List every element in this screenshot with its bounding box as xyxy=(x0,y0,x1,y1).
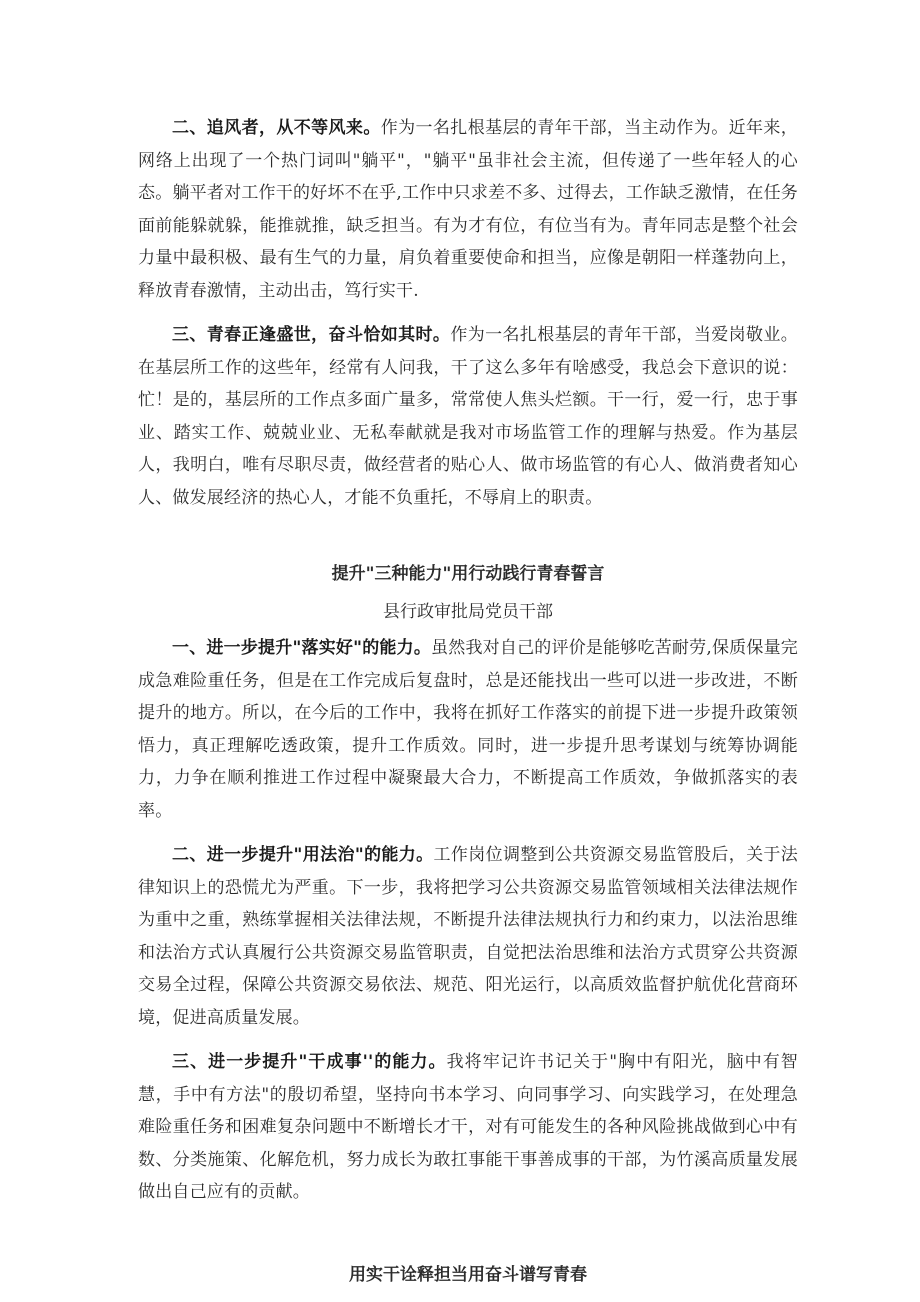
paragraph-lead: 三、青春正逢盛世，奋斗恰如其时。 xyxy=(172,325,451,345)
paragraph-lead: 三、进一步提升"干成事''的能力。 xyxy=(172,1052,447,1072)
paragraph-body: 我将牢记许书记关于"胸中有阳光，脑中有智慧，手中有方法"的殷切希望，坚持向书本学习、向同事学习、向实践学习，在处理急难险重任务和困难复杂问题中不断增长才干，对有可能发生的各种风险挑战做到心中有数、分类施策、化解危机，努力成长为敢扛事能干事善成事的干部，为竹溪高质量发展做出自己应有的贡献。 xyxy=(138,1052,798,1202)
document-page xyxy=(138,112,798,1291)
paragraph-body: 工作岗位调整到公共资源交易监管股后，关于法律知识上的恐慌尤为严重。下一步，我将把学习公共资源交易监管领域相关法律法规作为重中之重，熟练掌握相关法律法规，不断提升法律法规执行力和约束力，以法治思维和法治方式认真履行公共资源交易监管职责，自觉把法治思维和法治方式贯穿公共资源交易全过程，保障公共资源交易依法、规范、阳光运行，以高质效监督护航优化营商环境，促进高质量发展。 xyxy=(138,845,798,1028)
paragraph-lead: 一、进一步提升"落实好"的能力。 xyxy=(172,638,432,658)
paragraph-body: 作为一名扎根基层的青年干部，当爱岗敬业。在基层所工作的这些年，经常有人问我，干了这么多年有啥感受，我总会下意识的说：忙！是的，基层所的工作点多面广量多，常常使人焦头烂额。干一行，爱一行，忠于事业、踏实工作、兢兢业业、无私奉献就是我对市场监管工作的理解与热爱。作为基层人，我明白，唯有尽职尽责，做经营者的贴心人、做市场监管的有心人、做消费者知心人、做发展经济的热心人，才能不负重托，不辱肩上的职责。 xyxy=(138,325,799,508)
paragraph-chase-wind xyxy=(138,112,798,307)
paragraph-body: 虽然我对自己的评价是能够吃苦耐劳,保质保量完成急难险重任务，但是在工作完成后复盘时，总是还能找出一些可以进一步改进，不断提升的地方。所以，在今后的工作中，我将在抓好工作落实的前提下进一步提升政策领悟力，真正理解吃透政策，提升工作质效。同时，进一步提升思考谋划与统筹协调能力，力争在顺利推进工作过程中凝聚最大合力，不断提高工作质效，争做抓落实的表率。 xyxy=(138,638,798,821)
paragraph-get-things-done xyxy=(138,1046,798,1209)
paragraph-rule-of-law xyxy=(138,839,798,1034)
paragraph-body: 作为一名扎根基层的青年干部，当主动作为。近年来，网络上出现了一个热门词叫"躺平"，"躺平"虽非社会主流，但传递了一些年轻人的心态。躺平者对工作干的好坏不在乎,工作中只求差不多、过得去，工作缺乏激情，在任务面前能躲就躲，能推就推，缺乏担当。有为才有位，有位当有为。青年同志是整个社会力量中最积极、最有生气的力量，肩负着重要使命和担当，应像是朝阳一样蓬勃向上，释放青春激情，主动出击，笃行实干. xyxy=(138,118,798,301)
paragraph-youth-prosperity xyxy=(138,319,798,514)
section-title: 提升"三种能力"用行动践行青春誓言 xyxy=(331,564,605,584)
section-author: 县行政审批局党员干部 xyxy=(383,602,553,622)
paragraph-lead: 二、进一步提升"用法治"的能力。 xyxy=(172,845,434,865)
paragraph-lead: 二、追风者，从不等风来。 xyxy=(172,118,381,138)
section-title: 用实干诠释担当用奋斗谱写青春 xyxy=(349,1264,587,1285)
paragraph-implementation xyxy=(138,632,798,827)
